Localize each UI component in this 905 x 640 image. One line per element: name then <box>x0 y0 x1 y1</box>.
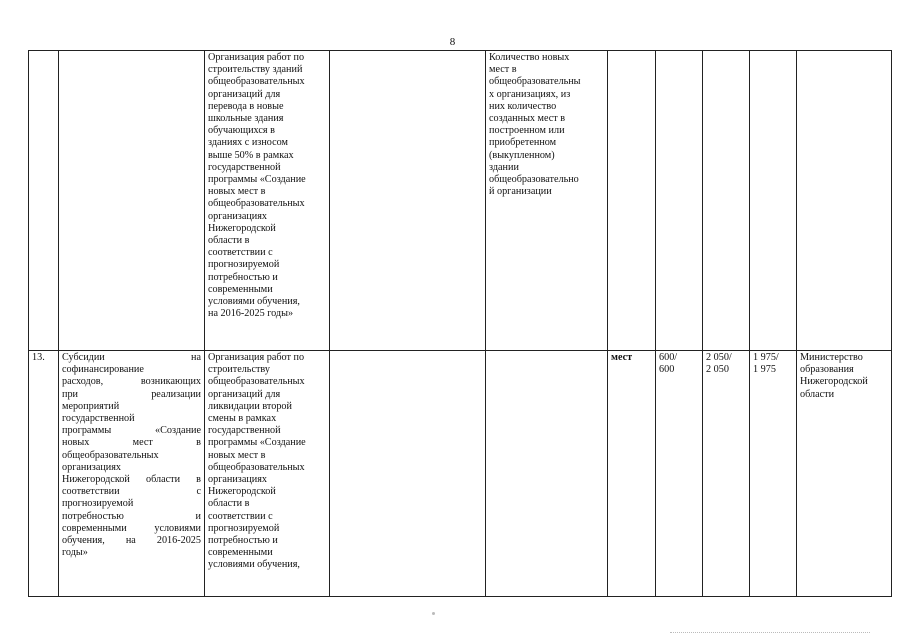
text-line: строительству <box>208 364 270 376</box>
text-line: прогнозируемой <box>208 522 280 534</box>
text-line: годы» <box>62 547 88 559</box>
text-line: организаций для <box>208 88 281 100</box>
text-line: 2 050/ <box>706 352 732 363</box>
text-line: программы «Создание <box>208 437 306 449</box>
text-line: потребностью и <box>208 535 278 547</box>
text-line: новых мест в <box>208 186 266 198</box>
value-cell <box>703 51 750 351</box>
text-line: Организация работ по <box>208 352 305 363</box>
unit-cell <box>608 351 656 597</box>
text-line: государственной <box>62 413 135 425</box>
text-line: обучения, на 2016-2025 <box>62 535 201 547</box>
text-line: х организациях, из <box>489 88 571 100</box>
text-line: здании <box>489 161 519 173</box>
work-description-cell <box>205 351 330 597</box>
table-row <box>29 51 892 351</box>
indicator-text <box>489 52 604 198</box>
unit-label: мест <box>611 352 633 363</box>
work-description-text <box>208 352 326 572</box>
text-line: 1 975/ <box>753 352 779 363</box>
measure-name-cell <box>59 351 205 597</box>
text-line: соответствии с <box>208 510 273 522</box>
responsible-text <box>800 352 888 401</box>
text-line: 1 975 <box>753 364 776 376</box>
work-description-cell <box>205 51 330 351</box>
text-line: государственной <box>208 425 281 437</box>
text-line: современными <box>208 547 273 559</box>
table-row <box>29 351 892 597</box>
indicator-cell <box>486 51 608 351</box>
text-line: соответствии с <box>208 247 273 259</box>
value-2016 <box>659 352 699 376</box>
text-line: смены в рамках <box>208 413 277 425</box>
text-line: расходов, возникающих <box>62 376 201 388</box>
text-line: 600/ <box>659 352 678 363</box>
value-cell <box>656 351 703 597</box>
row-number-cell <box>29 51 59 351</box>
text-line: области в <box>208 235 250 247</box>
text-line: Количество новых <box>489 52 570 63</box>
text-line: 600 <box>659 364 675 376</box>
value-2017 <box>706 352 746 376</box>
text-line: организациях <box>208 474 268 486</box>
text-line: (выкупленном) <box>489 149 555 161</box>
text-line: программы «Создание <box>208 174 306 186</box>
text-line: образования <box>800 364 854 376</box>
text-line: организаций для <box>208 388 281 400</box>
text-line: софинансирование <box>62 364 144 376</box>
text-line: ликвидации второй <box>208 400 292 412</box>
responsible-cell <box>797 51 892 351</box>
text-line: соответствии с <box>62 486 201 498</box>
blank-cell <box>330 51 486 351</box>
text-line: условиями обучения, <box>208 296 300 308</box>
text-line: организациях <box>62 461 122 473</box>
text-line: области в <box>208 498 250 510</box>
text-line: зданиях с износом <box>208 137 288 149</box>
text-line: перевода в новые <box>208 100 284 112</box>
text-line: прогнозируемой <box>208 259 280 271</box>
text-line: новых мест в <box>208 449 266 461</box>
value-cell <box>656 51 703 351</box>
text-line: программы «Создание <box>62 425 201 437</box>
text-line: при реализации <box>62 388 201 400</box>
text-line: организациях <box>208 210 268 222</box>
text-line: общеобразовательных <box>208 76 305 88</box>
text-line: области <box>800 388 835 400</box>
text-line: Нижегородской <box>208 486 276 498</box>
measure-name-text <box>62 352 201 559</box>
text-line: приобретенном <box>489 137 557 149</box>
text-line: общеобразовательно <box>489 174 579 186</box>
unit-cell <box>608 51 656 351</box>
text-line: государственной <box>208 161 281 173</box>
text-line: Организация работ по <box>208 52 305 63</box>
text-line: условиями обучения, <box>208 559 300 571</box>
text-line: потребностью и <box>208 271 278 283</box>
measure-name-cell <box>59 51 205 351</box>
text-line: потребностью и <box>62 510 201 522</box>
responsible-cell <box>797 351 892 597</box>
page-number: 8 <box>449 36 456 48</box>
text-line: созданных мест в <box>489 113 566 125</box>
work-description-text <box>208 52 326 320</box>
text-line: общеобразовательных <box>208 376 305 388</box>
text-line: Министерство <box>800 352 863 363</box>
text-line: общеобразовательных <box>62 449 159 461</box>
text-line: общеобразовательных <box>208 198 305 210</box>
text-line: новых мест в <box>62 437 201 449</box>
row-number-cell <box>29 351 59 597</box>
text-line: мест в <box>489 64 517 76</box>
text-line: строительству зданий <box>208 64 303 76</box>
scan-artifact-line <box>670 632 870 635</box>
value-cell <box>703 351 750 597</box>
text-line: них количество <box>489 100 557 112</box>
program-table <box>28 50 892 597</box>
text-line: 2 050 <box>706 364 729 376</box>
text-line: общеобразовательных <box>208 461 305 473</box>
text-line: на 2016-2025 годы» <box>208 308 294 320</box>
text-line: школьные здания <box>208 113 284 125</box>
text-line: общеобразовательны <box>489 76 581 88</box>
text-line: Нижегородской <box>800 376 868 388</box>
value-cell <box>750 51 797 351</box>
scan-artifact-dot <box>432 612 435 615</box>
text-line: Субсидии на <box>62 352 201 363</box>
indicator-cell <box>486 351 608 597</box>
text-line: построенном или <box>489 125 565 137</box>
text-line: современными условиями <box>62 522 201 534</box>
value-cell <box>750 351 797 597</box>
text-line: прогнозируемой <box>62 498 134 510</box>
text-line: мероприятий <box>62 400 120 412</box>
text-line: Нижегородской <box>208 222 276 234</box>
value-2018 <box>753 352 793 376</box>
text-line: й организации <box>489 186 552 198</box>
text-line: современными <box>208 283 273 295</box>
text-line: обучающихся в <box>208 125 275 137</box>
text-line: Нижегородской области в <box>62 474 201 486</box>
blank-cell <box>330 351 486 597</box>
text-line: выше 50% в рамках <box>208 149 294 161</box>
row-number: 13. <box>32 352 45 363</box>
